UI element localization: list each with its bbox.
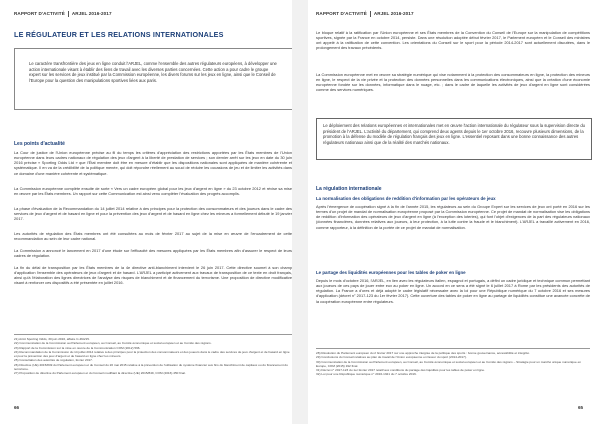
department-box xyxy=(316,118,592,160)
footnote: 22) Communication de la Commission au Parlement européen, au Conseil, au Comité économique et social européen et au Comité des régions. xyxy=(14,341,212,346)
running-head-org: ARJEL 2016-2017 xyxy=(71,11,112,17)
running-head-divider xyxy=(68,11,69,17)
intro-box xyxy=(14,48,294,110)
right-running-head xyxy=(316,11,414,19)
left-page-number: 66 xyxy=(14,405,20,410)
footnote: 32) Loi pour une République numérique n° 2016-1321 du 7 octobre 2016. xyxy=(316,372,417,377)
left-running-head xyxy=(14,11,112,19)
right-page xyxy=(308,0,600,424)
footnote: 25) Consultation des autorités de régulation, février 2017. xyxy=(14,358,93,363)
subheading-poker: Le partage des liquidités européennes pour les tables de poker en ligne xyxy=(316,270,466,275)
department-text: Le déploiement des relations européennes et internationales met en œuvre l'action internationale du régulateur sous la supervision directe du président de l'ARJEL. L'activité du département, qui comprend deux agents depuis le 1er octobre 2016, recouvre plusieurs dimensions, de la promotion à la défense du modèle de régulation français des jeux en ligne. L'essentiel reposant dans une bonne connaissance des autres régulateurs nationaux ainsi que de la réalité des marchés nationaux. xyxy=(323,123,585,145)
right-page-number: 65 xyxy=(578,405,584,410)
running-head-report: RAPPORT D'ACTIVITÉ xyxy=(14,11,65,17)
right-paragraph-2: La Commission européenne met en œuvre sa stratégie numérique qui vise notamment à la protection des consommateurs en ligne, la protection des mineurs en ligne, le respect de la vie privée et la protection des données personnelles dans les communications électroniques, ainsi que la création d'une économie européenne fondée sur les données, informatique dans le nuage, etc. ; dans le cadre de laquelle les activités de jeux d'argent en ligne sont considérées comme des services numériques. xyxy=(316,72,590,93)
paragraph-2: La Commission européenne complète ensuite de sorte « Vers un cadre européen global pour les jeux d'argent en ligne » du 23 octobre 2012 et révise sa mise en œuvre par les États membres. Un rapport sur cette Communication est ainsi venu compléter l'évaluation des progrès accomplis. xyxy=(14,186,292,197)
footnote: 29) Conclusions du Conseil relatives au plan de travail de l'Union européenne en faveur du sport (2014-2017). xyxy=(316,355,467,360)
left-footnotes xyxy=(14,337,292,375)
footnote: 24) Recommandation de la Commission du 14 juillet 2014 relative à des principes pour la protection des consommateurs et des joueurs dans le cadre des services de jeux d'argent et de hasard en ligne et pour la prévention des jeux d'argent et de hasard en ligne chez les mineurs. xyxy=(14,349,290,358)
section-heading-regulation: La régulation internationale xyxy=(316,186,382,192)
right-paragraph-1: Le bloque relatif à la ratification par l'Union européenne et ses États membres de la Convention du Conseil de l'Europe sur la manipulation de compétitions sportives, signée par la France en octobre 2014, persiste. Dans une résolution adoptée début février 2017, le Parlement européen et le Conseil des ministres ont appelé à la ratification de cette convention. Les orientations du Conseil sur le sport pour la période 2014-2017 sont actuellement discutées, dans le prolongement des travaux précédents. xyxy=(316,30,590,51)
footnote: 21) Arrêt Sporting Odds, 30 juin 2016, affaire C-464/15. xyxy=(14,337,90,341)
paragraph-3: La phase d'évaluation de la Recommandation du 14 juillet 2014 relative à des principes pour la protection des consommateurs et des joueurs dans le cadre des services de jeux d'argent et de hasard en ligne et pour la prévention des jeux d'argent et de hasard en ligne chez les mineurs a formellement débuté le 19 janvier 2017. xyxy=(14,206,292,222)
footnote: 28) Résolution du Parlement européen du 2 février 2017 sur une approche intégrée de la politique des sports : bonne gouvernance, accessibilité et intégrité. xyxy=(316,351,530,355)
left-page xyxy=(0,0,292,424)
subheading-normalisation: La normalisation des obligations de reddition d'information par les opérateurs de jeux xyxy=(316,196,496,201)
intro-text: Le caractère transfrontière des jeux en ligne conduit l'ARJEL, comme l'ensemble des autres régulateurs européens, à développer une action internationale visant à établir des liens de travail avec les diverses parties concernées. Cette action a pour cadre le groupe expert sur les services de jeux institué par la Commission européenne, les divers forums sur les jeux en ligne, ainsi que le Conseil de l'Europe pour la question des manipulations sportives liées aux paris. xyxy=(29,61,277,83)
right-footnotes xyxy=(316,351,590,377)
page-title: LE RÉGULATEUR ET LES RELATIONS INTERNATIONALES xyxy=(14,30,224,39)
paragraph-6: La fin du délai de transposition par les États membres de la 4e directive anti-blanchiment intervient le 26 juin 2017. Cette directive soumet à son champ d'application l'ensemble des opérateurs de jeux d'argent et de hasard. L'ARJEL a participé activement aux travaux de transposition de ce texte en droit français, ainsi qu'à l'élaboration des lignes directrices de l'analyse des risques de blanchiment et de financement du terrorisme. Une proposition de directive modificative visant à renforcer ces dispositifs a été présentée en juillet 2016. xyxy=(14,265,292,286)
footnote: 30) Communication de la Commission au Parlement européen, au Conseil, au Comité économique et social européen et au Comité des régions – Stratégie pour un marché unique numérique en Europe, COM (2015) 192 final. xyxy=(316,359,582,368)
footnote-rule xyxy=(14,334,292,335)
footnote: 27) Proposition de directive du Parlement européen et du Conseil modifiant la directive (UE) 2015/849, COM (2016) 450 final. xyxy=(14,371,186,375)
paragraph-1: La Cour de justice de l'Union européenne précise au fil du temps les critères d'appréciation des restrictions apportées par les États membres de l'Union européenne dans leurs cadres nationaux de régulation des jeux d'argent à la liberté de prestation de services ; son dernier arrêt sur les jeux en date du 30 juin 2016 précise « Sporting Odds Ltd » que l'État membre doit être en mesure d'établir que les dispositions nationales sont appliquées de manière cohérente et systématique. Il en va de la crédibilité de la politique menée, qui doit répondre réellement au souci de réduire les occasions de jeu et de limiter les activités dans ce domaine d'une manière cohérente et systématique. xyxy=(14,150,292,176)
footnote: 23) Rapport de la Commission sur la mise en œuvre de la Communication COM (2012) 596. xyxy=(14,345,141,350)
right-paragraph-3: Après l'émergence de coopération signé à la fin de l'année 2015, les régulateurs au sein du Groupe Expert sur les services de jeux ont porté en 2016 sur les termes d'un projet de mandat de normalisation européenne proposé par la Commission européenne. Ce projet de mandat de normalisation vise les obligations de reddition d'information des opérateurs de jeux d'argent en ligne (à l'exception des loteries), qui font l'objet d'exigences de la part des régulateurs nationaux (données financières, données relatives aux joueurs, à leur protection, à la lutte contre la fraude et le blanchiment). L'ARJEL a travaillé activement en 2016, comme rapporteur, à la définition de la portée de ce projet de mandat de normalisation. xyxy=(316,204,590,230)
running-head-org: ARJEL 2016-2017 xyxy=(373,11,414,17)
running-head-report: RAPPORT D'ACTIVITÉ xyxy=(316,11,367,17)
footnote: 31) Décret n° 2017-123 du 1er février 2017 relatif aux conditions du partage des liquidités pour les tables de poker en ligne. xyxy=(316,368,485,372)
running-head-divider xyxy=(370,11,371,17)
section-heading-actualite: Les points d'actualité xyxy=(14,141,65,147)
paragraph-5: La Commission a annoncé le lancement en 2017 d'une étude sur l'efficacité des mesures appliquées par les États membres afin d'assurer le respect de leurs cadres de régulation. xyxy=(14,248,292,259)
footnote: 26) Directive (UE) 2015/849 du Parlement européen et du Conseil du 20 mai 2015 relative à la prévention de l'utilisation du système financier aux fins du blanchiment de capitaux ou du financement du terrorisme. xyxy=(14,362,288,371)
paragraph-4: Les autorités de régulation des États membres ont été consultées au mois de février 2017 au sujet de la mise en œuvre de l'encadrement de cette recommandation au sein de leur cadre national. xyxy=(14,231,292,242)
footnote-rule xyxy=(316,348,590,349)
right-paragraph-4: Depuis le mois d'octobre 2016, l'ARJEL, en lien avec les régulateurs italien, espagnol et portugais, a défini un cadre juridique et technique commun permettant aux joueurs de ces pays de jouer entre eux au poker en ligne. Un accord en ce sens a été signé le 6 juillet 2017 à Rome par les présidents des autorités de régulation. La France a d'ores et déjà adopté le cadre législatif nécessaire avec la loi pour une République numérique du 7 octobre 2016 et ses mesures d'application (décret n° 2017-123 du 1er février 2017). Cette ouverture des tables de poker en ligne au partage de liquidités constitue une avancée concrète de la coopération européenne entre régulateurs. xyxy=(316,278,590,304)
page-gutter xyxy=(292,0,308,424)
